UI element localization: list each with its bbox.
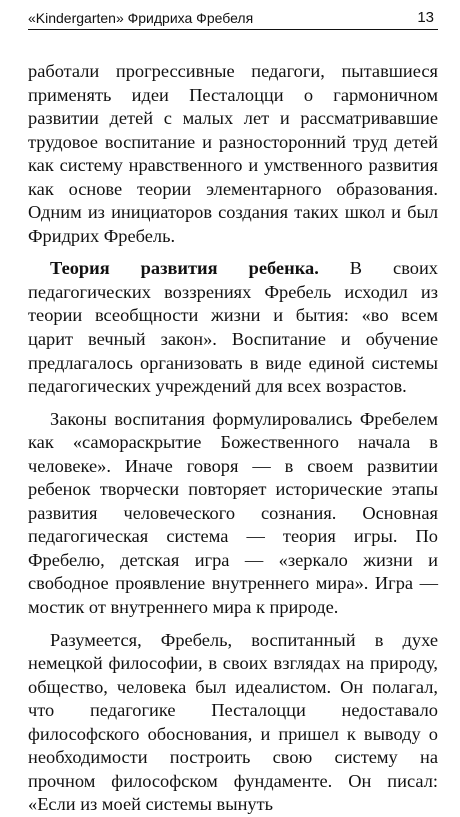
- paragraph-4: [28, 629, 438, 817]
- running-title: «Kindergarten» Фридриха Фребеля: [28, 10, 254, 26]
- running-header: [28, 0, 438, 30]
- body-text: [28, 60, 438, 817]
- section-heading: Теория развития ребенка.: [50, 258, 319, 279]
- paragraph-4-text: Разумеется, Фребель, воспитанный в духе немецкой философии, в своих взглядах на природу, общество, человека был идеалистом. Он полагал, что педагогике Песталоцци недоставало философского обоснования, и пришел к выводу о необходимости построить свою систему на прочном философском фундаменте. Он писал: «Если из моей системы вынуть: [28, 629, 438, 815]
- paragraph-3: [28, 408, 438, 620]
- paragraph-2-text: В своих педагогических воззрениях Фребель исходил из теории всеобщности жизни и бытия: «во всем царит вечный закон». Воспитание и обучение предлагалось организовать в виде единой системы педагогических учреждений для всех возрастов.: [28, 258, 439, 397]
- paragraph-2: [28, 257, 438, 398]
- paragraph-1: [28, 60, 438, 248]
- page-number: 13: [417, 9, 434, 26]
- paragraph-1-text: работали прогрессивные педагоги, пытавшиеся применять идеи Песталоцци о гармоничном развитии детей с малых лет и рассматривавшие трудовое воспитание и разносторонний труд детей как систему нравственного и умственного развития как основе теории элементарного образования. Одним из инициаторов создания таких школ и был Фридрих Фребель.: [28, 61, 438, 246]
- paragraph-3-text: Законы воспитания формулировались Фребелем как «самораскрытие Божественного начала в человеке». Иначе говоря — в своем развитии ребенок творчески повторяет исторические этапы развития человеческого сознания. Основная педагогическая система — теория игры. По Фребелю, детская игра — «зеркало жизни и свободное проявление внутреннего мира». Игра — мостик от внутреннего мира к природе.: [28, 408, 438, 618]
